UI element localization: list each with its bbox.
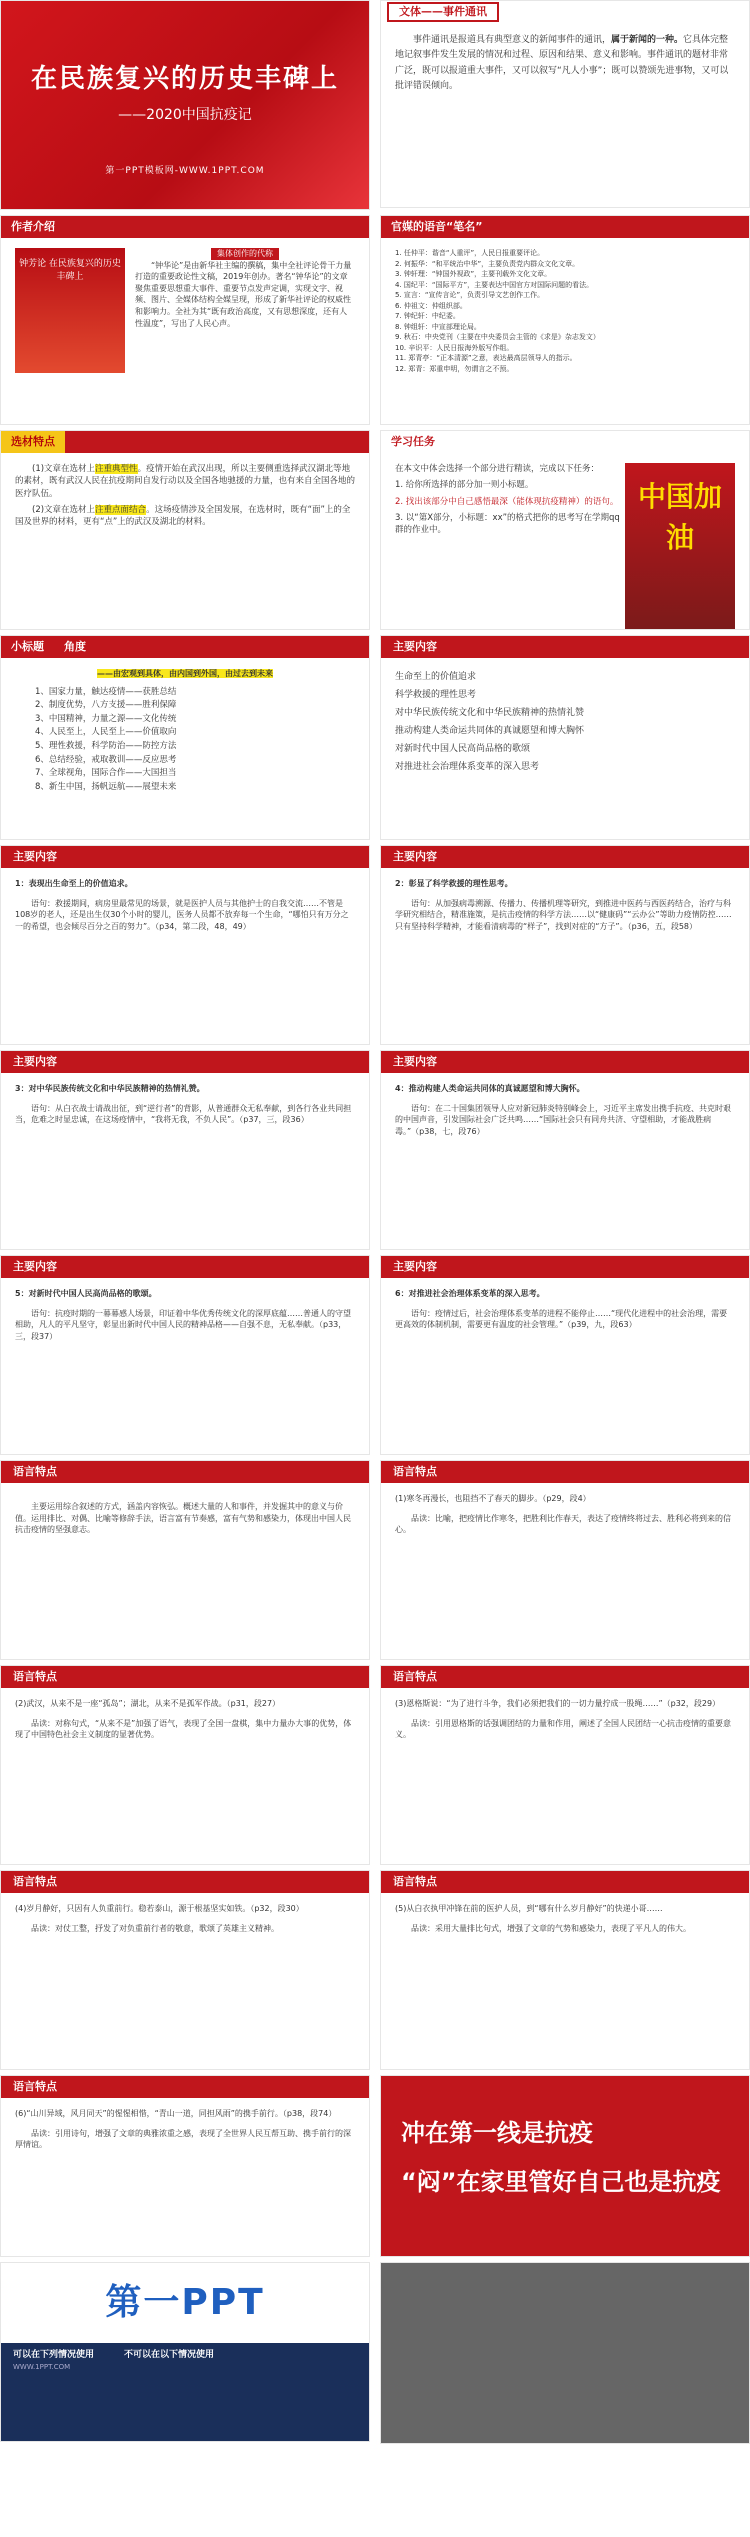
book-cover-image: 钟芳论 在民族复兴的历史丰碑上 [15, 248, 125, 373]
lang-6-text: 品读：采用大量排比句式，增强了文章的气势和感染力，表现了平凡人的伟大。 [411, 1923, 691, 1933]
cover-subtitle: ——2020中国抗疫记 [118, 106, 252, 123]
slide-pen-names [380, 215, 750, 425]
pen-name-item: 8. 钟组轩：中宣部理论局。 [395, 322, 481, 331]
point-6-bar: 主要内容 [381, 1256, 749, 1278]
point-5-bar: 主要内容 [1, 1256, 369, 1278]
material-p1: (1)文章在选材上注重典型性。疫情开始在武汉出现，所以主要侧重选择武汉湖北等地的素材，既有武汉人民在抗疫期间自发行动以及全国各地驰援的力量，也有来自全国各地的医疗队伍。 [15, 464, 356, 499]
pen-names-tag: 官媒的语音“笔名” [381, 216, 492, 238]
lang-5-head: (4)岁月静好，只因有人负重前行。稳若泰山，源于根基坚实如铁。（p32，段30） [15, 1904, 304, 1913]
slide-material [0, 430, 370, 630]
site-link[interactable]: WWW.1PPT.COM [13, 2363, 71, 2372]
main-content-item: 推动构建人类命运共同体的真诚愿望和博大胸怀 [395, 726, 585, 736]
lang-5-bar: 语言特点 [1, 1871, 369, 1893]
lang-1-bar: 语言特点 [1, 1461, 369, 1483]
slide-point-1 [0, 845, 370, 1045]
subtitle-item: 5、理性救援，科学防治——防控方法 [35, 740, 177, 751]
pen-name-item: 7. 钟纪轩：中纪委。 [395, 312, 460, 320]
slide-author [0, 215, 370, 425]
lang-1-text: 主要运用综合叙述的方式，涵盖内容恢弘。概述大量的人和事件，并发掘其中的意义与价值。运用排比、对偶、比喻等修辞手法，语言富有节奏感，富有气势和感染力，体现出中国人民抗击疫情的坚强意志。 [15, 1502, 351, 1535]
slide-point-6 [380, 1255, 750, 1455]
quote-line-1: 冲在第一线是抗疫 [401, 2119, 593, 2147]
slide-point-4 [380, 1050, 750, 1250]
slide-footer [0, 2262, 370, 2442]
pen-name-item: 3. 钟轩理：“钟国外视政”，主要刊载外文化文章。 [395, 270, 552, 278]
main-content-item: 生命至上的价值追求 [395, 672, 477, 682]
slide-task [380, 430, 750, 630]
material-tag: 选材特点 [1, 431, 65, 453]
point-1-bar: 主要内容 [1, 846, 369, 868]
lang-4-text: 品读：引用恩格斯的话强调团结的力量和作用，阐述了全国人民团结一心抗击疫情的重要意义。 [395, 1718, 731, 1740]
slide-main-content [380, 635, 750, 840]
quote-line-2: “闷”在家里管好自己也是抗疫 [401, 2167, 721, 2196]
point-4-text: 语句：在二十国集团领导人应对新冠肺炎特别峰会上，习近平主席发出携手抗疫、共克时艰的中国声音，引发国际社会广泛共鸣……“国际社会只有同舟共济、守望相助，才能战胜病毒。”（p38，七，段76） [395, 1103, 731, 1136]
slide-lang-3 [0, 1665, 370, 1865]
lang-7-text: 品读：引用诗句，增强了文章的典雅浓重之感，表现了全世界人民互帮互助、携手前行的深厚情谊。 [15, 2128, 351, 2150]
lang-7-bar: 语言特点 [1, 2076, 369, 2098]
main-content-item: 对推进社会治理体系变革的深入思考 [395, 762, 540, 772]
blank-area [380, 2262, 750, 2444]
cover-title: 在民族复兴的历史丰碑上 [30, 64, 339, 94]
point-3-text: 语句：从白衣战士请战出征，到“逆行者”的背影，从普通群众无私奉献，到各行各业共同担当，危难之时显忠诚，在这场疫情中，“我将无我，不负人民”。（p37，三，段36） [15, 1103, 352, 1125]
slide-lang-1 [0, 1460, 370, 1660]
slide-point-3 [0, 1050, 370, 1250]
subtitle-item: 1、国家力量，触达疫情——获胜总结 [35, 686, 177, 697]
point-4-bar: 主要内容 [381, 1051, 749, 1073]
slide-subtitles [0, 635, 370, 840]
point-6-head: 6：对推进社会治理体系变革的深入思考。 [395, 1289, 545, 1298]
lang-2-bar: 语言特点 [381, 1461, 749, 1483]
main-content-item: 对中华民族传统文化和中华民族精神的热情礼赞 [395, 708, 585, 718]
pen-name-item: 10. 辛识平：人民日报海外版写作组。 [395, 343, 514, 352]
point-6-text: 语句：疫情过后，社会治理体系变革的进程不能停止……“现代化进程中的社会治理，需要更高效的体制机制，需要更有温度的社会管理。”（p39，九，段63） [395, 1308, 728, 1330]
lang-4-bar: 语言特点 [381, 1666, 749, 1688]
subtitle-item: 7、全球视角，国际合作——大国担当 [35, 768, 177, 779]
subtitles-tag: 小标题 [1, 636, 54, 658]
forbidden-title: 不可以在以下情况使用 [124, 2350, 215, 2360]
point-2-head: 2：彰显了科学救援的理性思考。 [395, 879, 513, 888]
callout-badge: 集体创作的代称 [211, 248, 279, 260]
author-text: “钟华论”是由新华社主编的撰稿，集中全社评论骨干力量打造的重要政论性文稿，2019年创办。著名“钟华论”的文章聚焦重要思想重大事件、重要节点发声定调，实现文字、视频、图片、全媒体结构全媒呈现，形成了新华社评论的权威性和影响力。全社为其“既有政治高度，又有思想深度，还有人性温度”，写出了人民心声。 [135, 260, 352, 328]
point-1-text: 语句：救援期间，病房里最常见的场景，就是医护人员与其他护士的自我交流……不管是108岁的老人，还是出生仅30个小时的婴儿，医务人员都不放弃每一个生命，“哪怕只有万分之一的希望，也会倾尽百分之百的努力”。（p34，第二段，48，49） [15, 898, 349, 931]
point-2-bar: 主要内容 [381, 846, 749, 868]
vaccine-image: 中国加油 [625, 463, 735, 630]
cover-brand: 第一PPT模板网-WWW.1PPT.COM [105, 165, 265, 176]
point-2-text: 语句：从加强病毒溯源、传播力、传播机理等研究，到推进中医药与西医药结合，治疗与科学研究相结合，精准施策，是抗击疫情的科学方法……以“健康码”“云办公”等助力疫情防控……只有坚持科学精神，才能看清病毒的“样子”，找到对症的“方子”。（p36，五，段58） [395, 898, 732, 931]
lang-2-text: 品读：比喻，把疫情比作寒冬，把胜利比作春天，表达了疫情终将过去、胜利必将到来的信心。 [395, 1513, 731, 1535]
angle-tag: 角度 [54, 636, 96, 658]
task-1: 1. 给你所选择的部分加一则小标题。 [395, 480, 534, 491]
subtitle-item: 2、制度优势，八方支援——胜利保障 [35, 700, 177, 711]
material-p2: (2)文章在选材上注重点面结合。这场疫情涉及全国发展，在选材时，既有“面”上的全国及世界的材料，更有“点”上的武汉及湖北的材料。 [15, 504, 351, 528]
allowed-title: 可以在下列情况使用 [13, 2350, 95, 2360]
pen-name-item: 6. 仲祖文：仲组织部。 [395, 301, 467, 310]
pen-name-item: 12. 郑青：郑重申明，勿谓言之不预。 [395, 364, 514, 373]
point-4-head: 4：推动构建人类命运共同体的真诚愿望和博大胸怀。 [395, 1084, 585, 1093]
slide-lang-6 [380, 1870, 750, 2070]
slide-point-2 [380, 845, 750, 1045]
lang-5-text: 品读：对仗工整，抒发了对负重前行者的敬意，歌颂了英雄主义精神。 [31, 1923, 279, 1933]
slide-lang-5 [0, 1870, 370, 2070]
lang-3-bar: 语言特点 [1, 1666, 369, 1688]
point-5-head: 5：对新时代中国人民高尚品格的歌颂。 [15, 1289, 157, 1298]
point-3-head: 3：对中华民族传统文化和中华民族精神的热情礼赞。 [15, 1084, 205, 1093]
subtitles-tagline: ——由宏观到具体，由内国到外国，由过去到未来 [97, 669, 273, 678]
task-tag: 学习任务 [381, 431, 445, 453]
task-2: 2. 找出该部分中自己感悟最深（能体现抗疫精神）的语句。 [395, 496, 619, 507]
lang-6-head: (5)从白衣执甲冲锋在前的医护人员，到“哪有什么岁月静好”的快递小哥…… [395, 1904, 663, 1913]
point-5-text: 语句：抗疫时期的一幕幕感人场景，印证着中华优秀传统文化的深厚底蕴……普通人的守望相助，凡人的平凡坚守，彰显出新时代中国人民的精神品格——自强不息，无私奉献。（p33，三，段37） [15, 1308, 351, 1341]
lang-4-head: (3)恩格斯说：“为了进行斗争，我们必须把我们的一切力量拧成一股绳……”（p32，段29） [395, 1699, 721, 1708]
subtitle-item: 8、新生中国，扬帆远航——展望未来 [35, 781, 177, 792]
point-1-head: 1：表现出生命至上的价值追求。 [15, 879, 133, 888]
lang-7-head: (6)“山川异域，风月同天”的惺惺相惜，“青山一道，同担风雨”的携手前行。（p38，段74） [15, 2109, 337, 2118]
task-intro: 在本文中体会选择一个部分进行精读，完成以下任务： [395, 464, 600, 474]
lang-3-text: 品读：对称句式，“从来不是”加强了语气，表现了全国一盘棋，集中力量办大事的优势，体现了中国特色社会主义制度的显著优势。 [15, 1718, 352, 1740]
slide-lang-2 [380, 1460, 750, 1660]
task-3: 3. 以“第X部分，小标题：xx”的格式把你的思考写在学期qq群的作业中。 [395, 512, 620, 536]
main-content-bar: 主要内容 [381, 636, 749, 658]
cover-hero [1, 1, 369, 209]
pen-name-item: 2. 何振华：“和平统治中华”，主要负责党内群众文化文章。 [395, 259, 580, 268]
slide-genre [380, 0, 750, 208]
subtitle-item: 4、人民至上，人民至上——价值取向 [35, 727, 177, 738]
lang-6-bar: 语言特点 [381, 1871, 749, 1893]
subtitle-item: 6、总结经验，戒取教训——反应思考 [35, 754, 177, 765]
main-content-item: 科学救援的理性思考 [395, 690, 477, 700]
pen-name-item: 1. 任仲平：谐音“人重评”，人民日报重要评论。 [395, 249, 545, 257]
genre-tag: 文体——事件通讯 [387, 2, 499, 22]
main-content-item: 对新时代中国人民高尚品格的歌颂 [395, 744, 531, 754]
lang-2-head: (1)寒冬再漫长，也阻挡不了春天的脚步。（p29，段4） [395, 1494, 591, 1503]
author-tag: 作者介绍 [1, 216, 65, 238]
point-3-bar: 主要内容 [1, 1051, 369, 1073]
slide-quote [380, 2075, 750, 2257]
slide-point-5 [0, 1255, 370, 1455]
pen-name-item: 5. 宣言：“宣传言论”，负责引导文艺创作工作。 [395, 291, 545, 299]
pen-name-item: 4. 国纪平：“国际平方”，主要表达中国官方对国际问题的看法。 [395, 280, 594, 289]
slide-cover [0, 0, 370, 210]
subtitle-item: 3、中国精神，力量之源——文化传统 [35, 713, 177, 724]
brand-logo: 第一PPT [105, 2281, 265, 2323]
pen-name-item: 9. 秋石：中央党刊（主要在中央委员会主管的《求是》杂志发文） [395, 333, 600, 341]
pen-name-item: 11. 郑青亭：“正本清源”之意，表达最高层领导人的指示。 [395, 354, 577, 362]
slide-lang-4 [380, 1665, 750, 1865]
genre-text: 事件通讯是报道具有典型意义的新闻事件的通讯，属于新闻的一种。它具体完整地记叙事件发生发展的情况和过程、原因和结果、意义和影响。事件通讯的题材非常广泛，既可以报道重大事件，又可以叙写“凡人小事”；既可以赞颂先进事物，又可以批评错误倾向。 [395, 35, 729, 91]
slide-lang-7 [0, 2075, 370, 2257]
lang-3-head: (2)武汉，从来不是一座“孤岛”；湖北，从来不是孤军作战。（p31，段27） [15, 1699, 281, 1708]
